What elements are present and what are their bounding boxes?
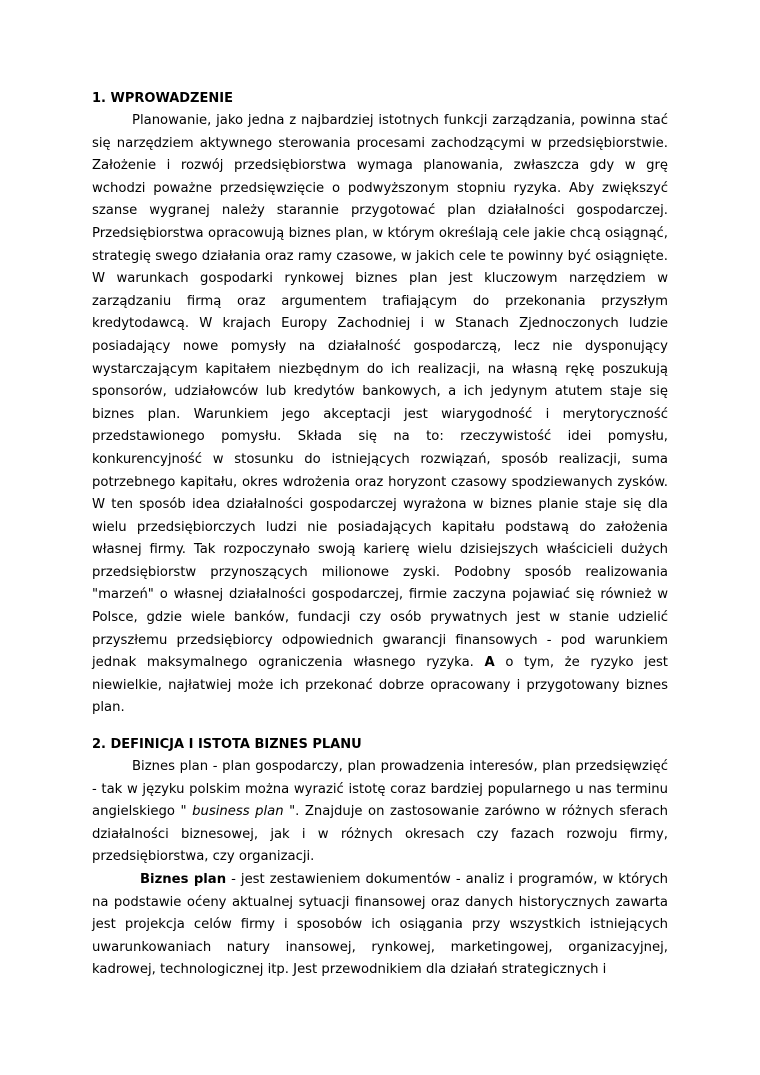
- section-1-paragraph-text: Planowanie, jako jedna z najbardziej istotnych funkcji zarządzania, powinna stać się narzędziem aktywnego sterowania procesami zachodzącymi w przedsiębiorstwie. Założenie i rozwój przedsiębiorstwa wymaga planowania, zwłaszcza gdy w grę wchodzi poważne przedsięwzięcie o podwyższonym stopniu ryzyka. Aby zwiększyć szanse wygranej należy starannie przygotować plan działalności gospodarczej. Przedsiębiorstwa opracowują biznes plan, w którym określają cele jakie chcą osiągnąć, strategię swego działania oraz ramy czasowe, w jakich cele te powinny być osiągnięte. W warunkach gospodarki rynkowej biznes plan jest kluczowym narzędziem w zarządzaniu firmą oraz argumentem trafiającym do przekonania przyszłym kredytodawcą. W krajach Europy Zachodniej i w Stanach Zjednoczonych ludzie posiadający nowe pomysły na działalność gospodarczą, lecz nie dysponujący wystarczającym kapitałem niezbędnym do ich realizacji, na własną rękę poszukują sponsorów, udziałowców lub kredytów bankowych, a ich jedynym atutem staje się biznes plan. Warunkiem jego akceptacji jest wiarygodność i merytoryczność przedstawionego pomysłu. Składa się na to: rzeczywistość idei pomysłu, konkurencyjność w stosunku do istniejących rozwiązań, sposób realizacji, suma potrzebnego kapitału, okres wdrożenia oraz horyzont czasowy spodziewanych zysków. W ten sposób idea działalności gospodarczej wyrażona w biznes planie staje się dla wielu przedsiębiorczych ludzi nie posiadających kapitału podstawą do założenia własnej firmy. Tak rozpoczynało swoją karierę wielu dzisiejszych właścicieli dużych przedsiębiorstw przynoszących milionowe zyski. Podobny sposób realizowania "marzeń" o własnej działalności gospodarczej, firmie zaczyna pojawiać się również w Polsce, gdzie wiele banków, fundacji czy osób prywatnych jest w stanie udzielić przyszłemu przedsiębiorcy odpowiednich gwarancji finansowych - pod warunkiem jednak maksymalnego ograniczenia własnego ryzyka.: [92, 113, 668, 671]
- section-2-p2-text: - jest zestawieniem dokumentów - analiz i programów, w których na podstawie oćeny aktualnej sytuacji finansowej oraz danych historycznych zawarta jest projekcja celów firmy i sposobów ich osiągania przy wszystkich istniejących uwarunkowaniach natury inansowej, rynkowej, marketingowej, organizacyjnej, kadrowej, technologicznej itp. Jest przewodnikiem dla działań strategicznych i: [92, 872, 668, 978]
- document-body: [92, 88, 668, 982]
- section-1-paragraph: [92, 110, 668, 720]
- section-2-p1-text: Biznes plan - plan gospodarczy, plan prowadzenia interesów, plan przedsięwzięć - tak w języku polskim można wyrazić istotę coraz bardziej popularnego u nas terminu angielskiego ": [92, 759, 668, 820]
- section-gap: [92, 720, 668, 734]
- section-2-p1-term: business plan: [192, 804, 284, 820]
- section-2-heading: 2. DEFINICJA I ISTOTA BIZNES PLANU: [92, 737, 362, 753]
- section-2-p2-term: Biznes plan: [140, 872, 227, 887]
- section-1-paragraph-end: o tym, że ryzyko jest niewielkie, najłatwiej może ich przekonać dobrze opracowany i przygotowany biznes plan.: [92, 655, 668, 716]
- section-2-paragraph-1: [92, 756, 668, 869]
- section-2-paragraph-2: [92, 869, 668, 982]
- section-1-heading: 1. WPROWADZENIE: [92, 91, 233, 106]
- section-2-p1-end: ". Znajduje on zastosowanie zarówno w różnych sferach działalności biznesowej, jak i w różnych okresach czy fazach rozwoju firmy, przedsiębiorstwa, czy organizacji.: [92, 804, 668, 865]
- section-1-bold-letter: A: [484, 655, 495, 671]
